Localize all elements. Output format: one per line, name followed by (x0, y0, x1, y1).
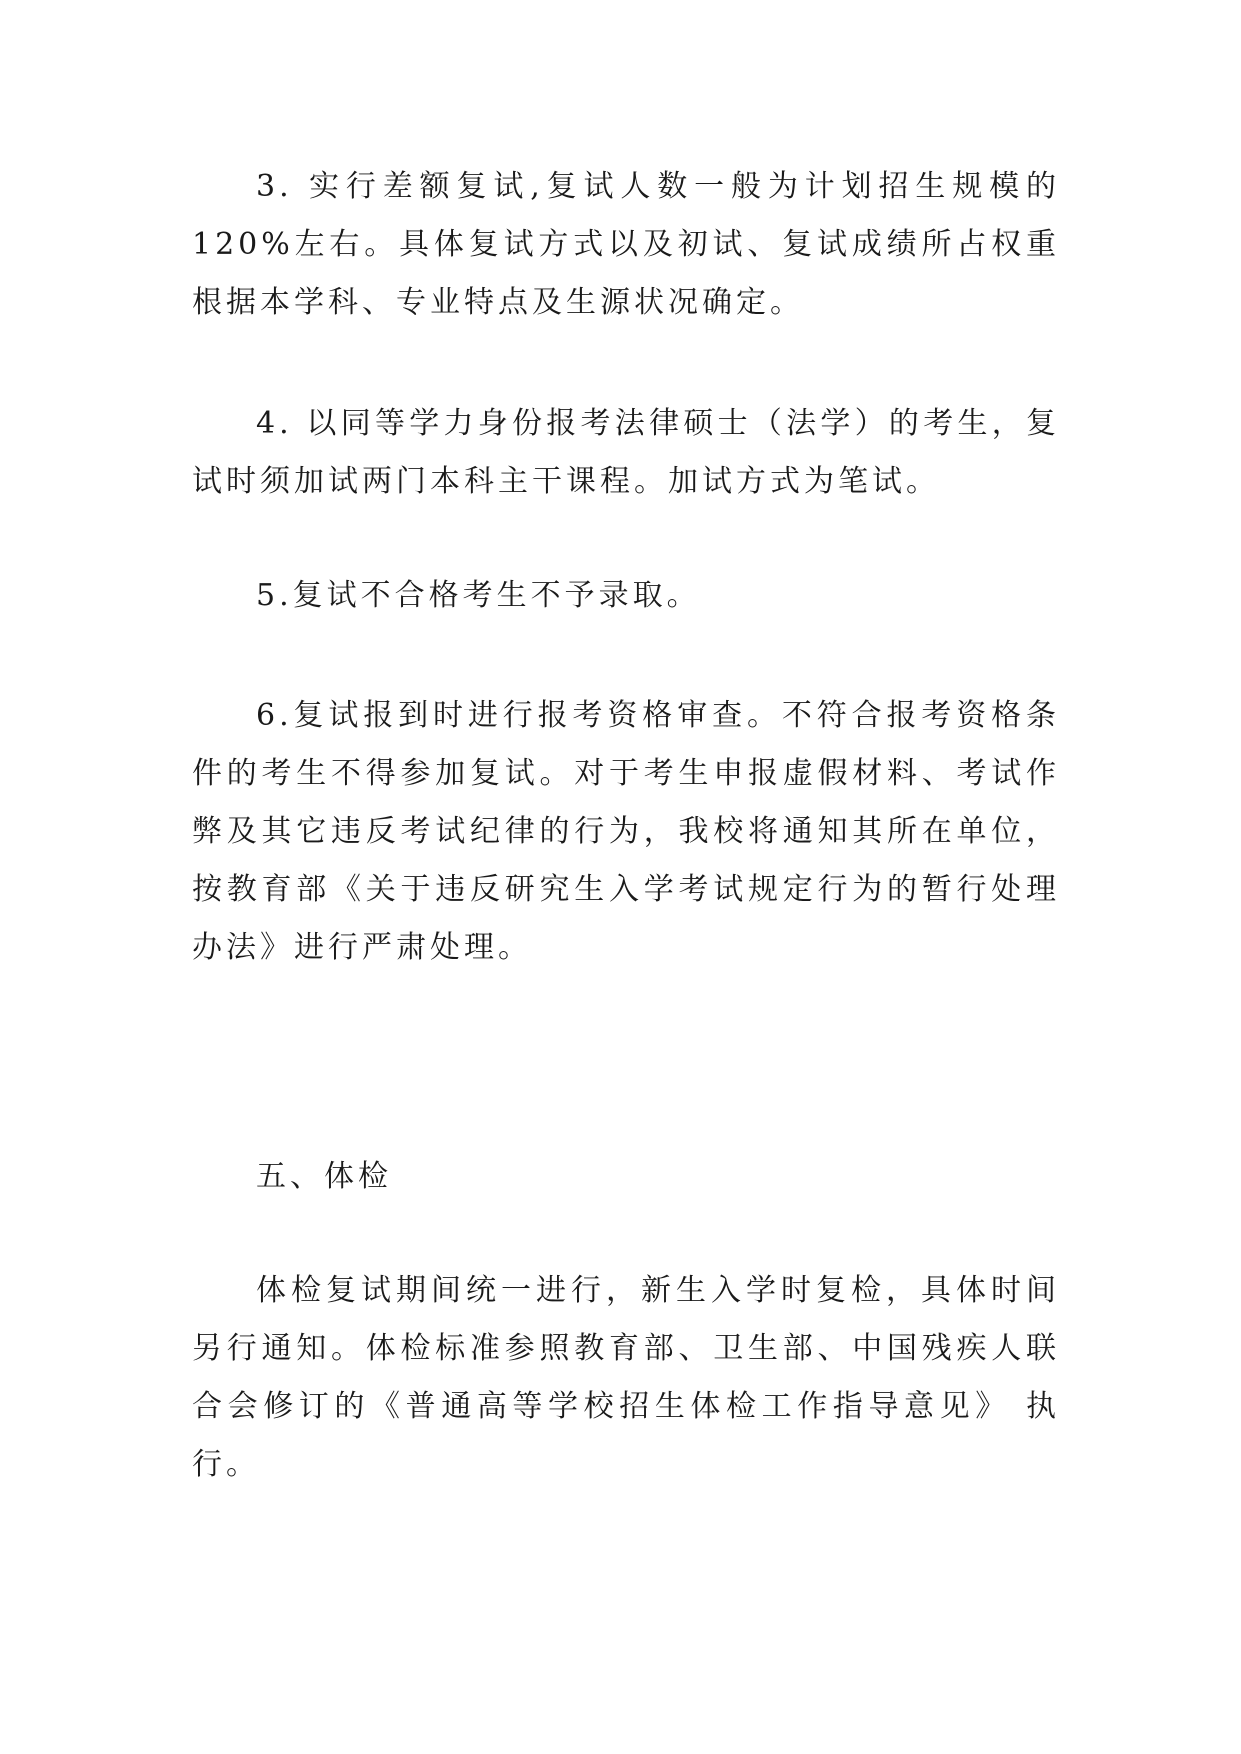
section-heading: 五、体检 (256, 1159, 392, 1194)
paragraph-item-5: 5.复试不合格考生不予录取。 (256, 578, 701, 613)
section-paragraph: 体检复试期间统一进行，新生入学时复检，具体时间另行通知。体检标准参照教育部、卫生部、中国残疾人联合会修订的《普通高等学校招生体检工作指导意见》 执行。 (192, 1273, 1060, 1482)
paragraph-item-4: 4. 以同等学力身份报考法律硕士（法学）的考生，复试时须加试两门本科主干课程。加试方式为笔试。 (192, 406, 1060, 499)
paragraph-item-6: 6.复试报到时进行报考资格审查。不符合报考资格条件的考生不得参加复试。对于考生申报虚假材料、考试作弊及其它违反考试纪律的行为，我校将通知其所在单位，按教育部《关于违反研究生入学考试规定行为的暂行处理办法》进行严肃处理。 (192, 698, 1060, 965)
paragraph-item-3: 3. 实行差额复试,复试人数一般为计划招生规模的120%左右。具体复试方式以及初试、复试成绩所占权重根据本学科、专业特点及生源状况确定。 (192, 169, 1060, 320)
